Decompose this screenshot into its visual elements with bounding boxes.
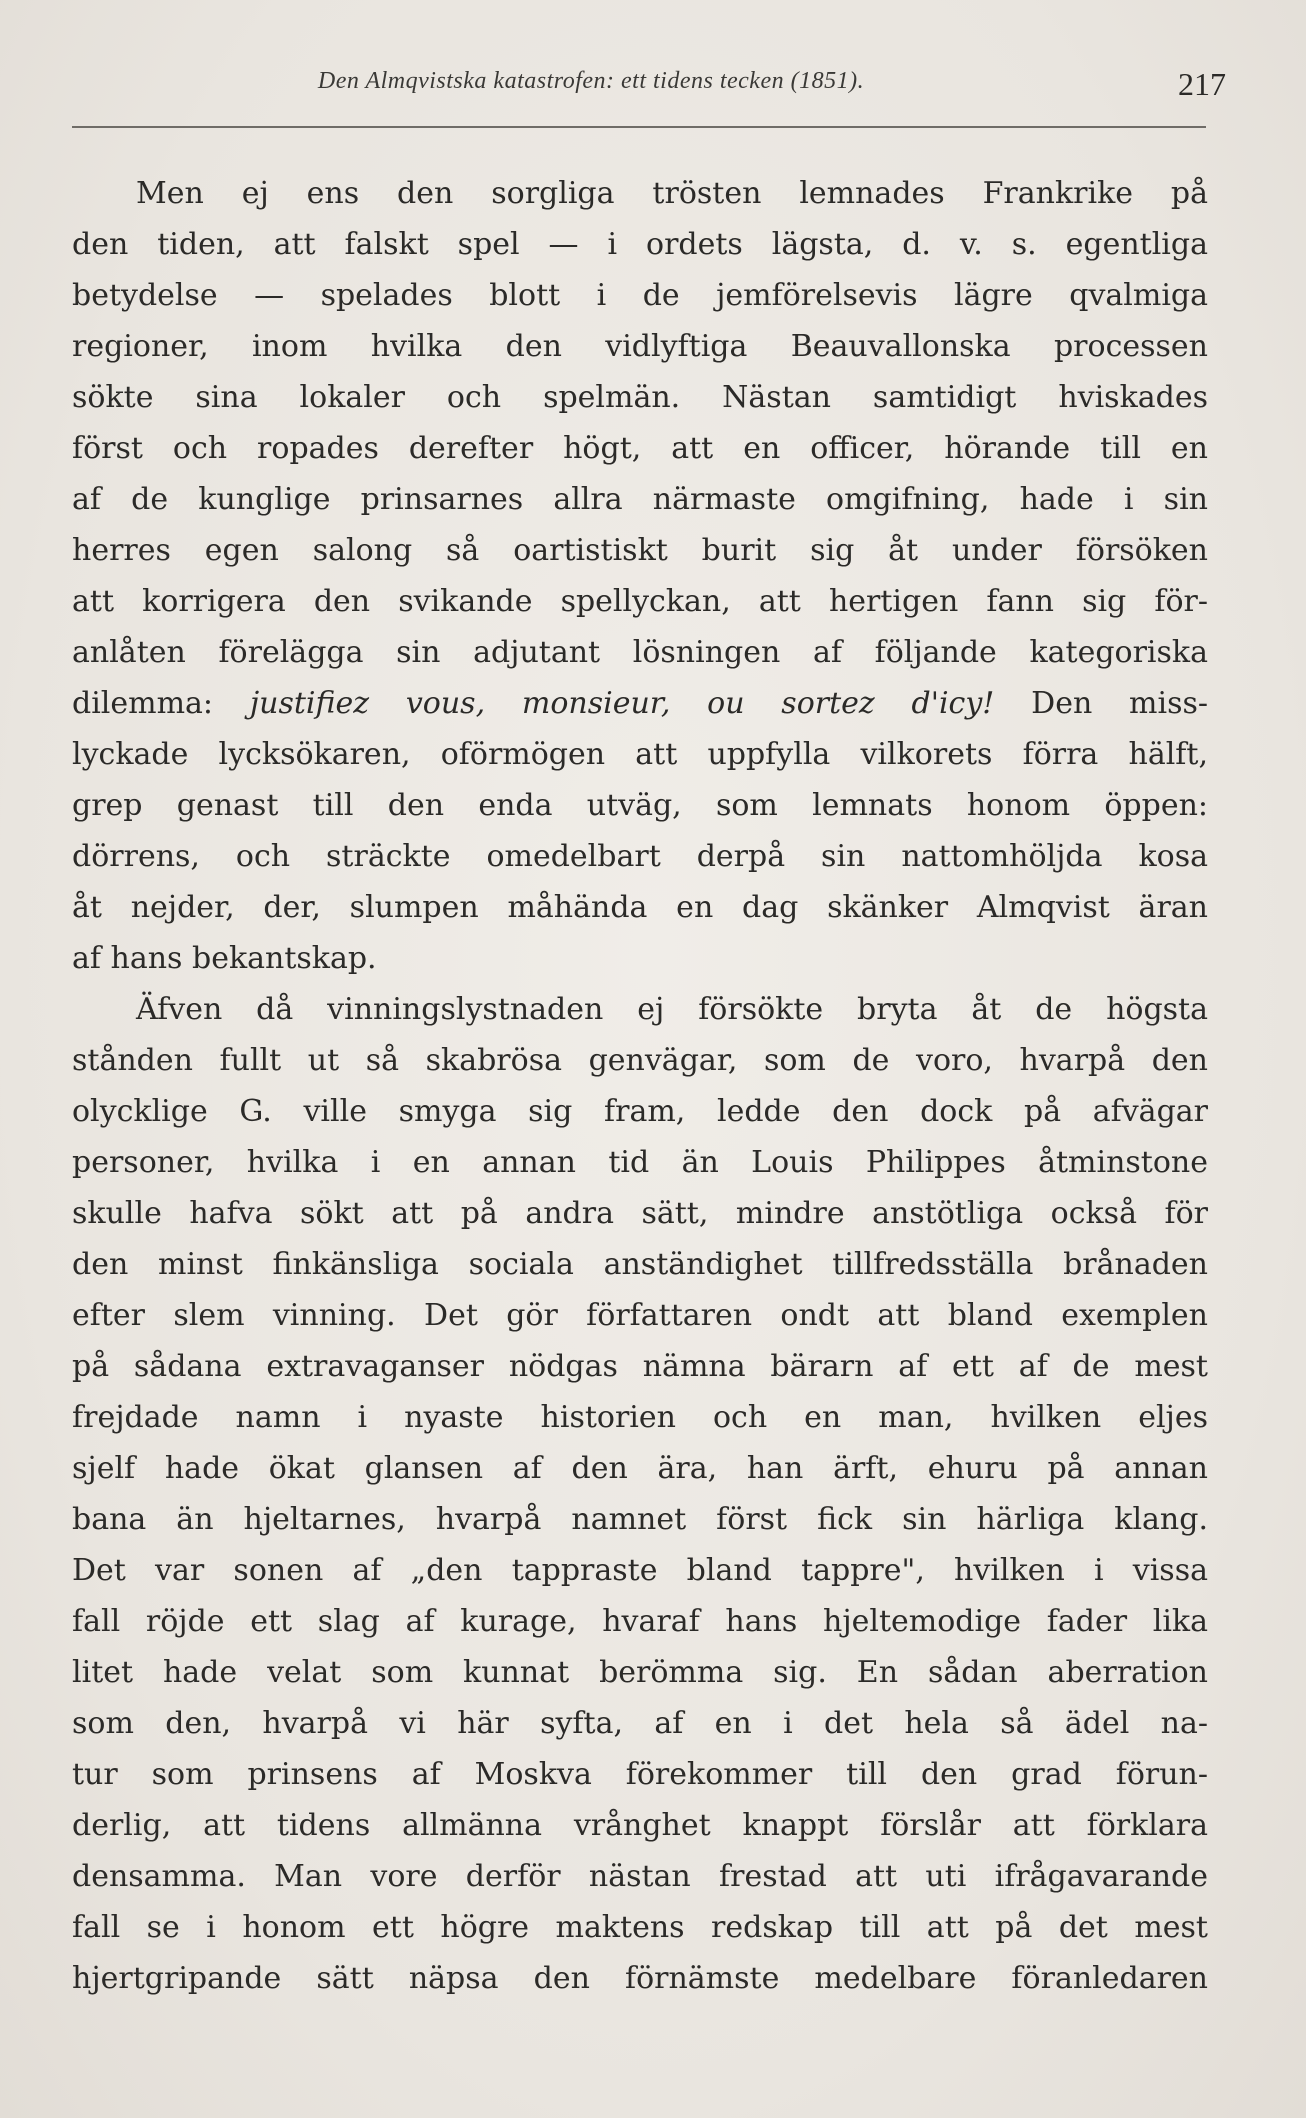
text-line: lyckade lycksökaren, oförmögen att uppfylla vilkorets förra hälft, (72, 737, 1208, 772)
text-line: dörrens, och sträckte omedelbart derpå sin nattomhöljda kosa (72, 839, 1208, 874)
text-line: Det var sonen af „den tappraste bland tappre", hvilken i vissa (72, 1553, 1208, 1588)
text-line: skulle hafva sökt att på andra sätt, mindre anstötliga också för (72, 1196, 1208, 1231)
text-line: att korrigera den svikande spellyckan, att hertigen fann sig för- (72, 584, 1208, 619)
running-head: Den Almqvistska katastrofen: ett tidens tecken (1851). (317, 68, 865, 94)
text-line-with-quote (72, 678, 1208, 729)
header-rule (72, 126, 1206, 128)
text-line: af de kunglige prinsarnes allra närmaste omgifning, hade i sin (72, 482, 1208, 517)
text-line: den minst finkänsliga sociala anständighet tillfredsställa brånaden (72, 1247, 1208, 1282)
page-header (72, 62, 1230, 114)
text-line: herres egen salong så oartistiskt burit sig åt under försöken (72, 533, 1208, 568)
text-line: åt nejder, der, slumpen måhända en dag skänker Almqvist äran (72, 890, 1208, 925)
text-line: först och ropades derefter högt, att en officer, hörande till en (72, 431, 1208, 466)
text-line: efter slem vinning. Det gör författaren ondt att bland exemplen (72, 1298, 1208, 1333)
text-line: frejdade namn i nyaste historien och en man, hvilken eljes (72, 1400, 1208, 1435)
text-line: den tiden, att falskt spel — i ordets lägsta, d. v. s. egentliga (72, 227, 1208, 262)
text-line: fall se i honom ett högre maktens redskap till att på det mest (72, 1910, 1208, 1945)
text-line: stånden fullt ut så skabrösa genvägar, som de voro, hvarpå den (72, 1043, 1208, 1078)
text-line: olycklige G. ville smyga sig fram, ledde den dock på afvägar (72, 1094, 1208, 1129)
text-line: derlig, att tidens allmänna vrånghet knappt förslår att förklara (72, 1808, 1208, 1843)
text-line: af hans bekantskap. (72, 941, 377, 976)
text-line: Äfven då vinningslystnaden ej försökte bryta åt de högsta (136, 992, 1208, 1027)
text-line: som den, hvarpå vi här syfta, af en i det hela så ädel na- (72, 1706, 1208, 1741)
text-line: litet hade velat som kunnat berömma sig. En sådan aberration (72, 1655, 1208, 1690)
text-line: personer, hvilka i en annan tid än Louis Philippes åtminstone (72, 1145, 1208, 1180)
text-line: fall röjde ett slag af kurage, hvaraf hans hjeltemodige fader lika (72, 1604, 1208, 1639)
line-text-before: dilemma: (72, 686, 250, 721)
page-number: 217 (1178, 66, 1226, 102)
text-line: tur som prinsens af Moskva förekommer till den grad förun- (72, 1757, 1208, 1792)
text-line: bana än hjeltarnes, hvarpå namnet först fick sin härliga klang. (72, 1502, 1208, 1537)
text-line: densamma. Man vore derför nästan frestad att uti ifrågavarande (72, 1859, 1208, 1894)
line-text-after: Den miss- (994, 686, 1208, 721)
text-line: sökte sina lokaler och spelmän. Nästan samtidigt hviskades (72, 380, 1208, 415)
text-line: betydelse — spelades blott i de jemförelsevis lägre qvalmiga (72, 278, 1208, 313)
french-quote: justifiez vous, monsieur, ou sortez d'icy! (249, 686, 995, 721)
body-text (72, 168, 1208, 2004)
text-line: hjertgripande sätt näpsa den förnämste medelbare föranledaren (72, 1961, 1208, 1996)
text-line: anlåten förelägga sin adjutant lösningen af följande kategoriska (72, 635, 1208, 670)
text-line: sjelf hade ökat glansen af den ära, han ärft, ehuru på annan (72, 1451, 1208, 1486)
text-line: Men ej ens den sorgliga trösten lemnades Frankrike på (136, 176, 1208, 211)
text-line: på sådana extravaganser nödgas nämna bärarn af ett af de mest (72, 1349, 1208, 1384)
text-line: regioner, inom hvilka den vidlyftiga Beauvallonska processen (72, 329, 1208, 364)
text-line: grep genast till den enda utväg, som lemnats honom öppen: (72, 788, 1208, 823)
